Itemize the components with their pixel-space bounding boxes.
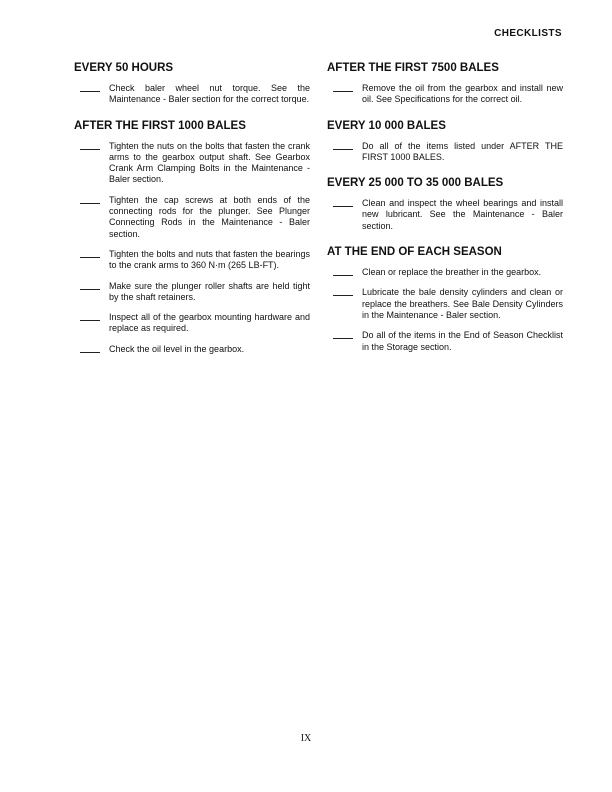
check-blank-line: [333, 91, 353, 92]
check-blank-line: [80, 352, 100, 353]
checklist-item: [327, 141, 563, 164]
checklist-item: [327, 198, 563, 232]
check-blank-line: [333, 206, 353, 207]
page-number: IX: [300, 733, 312, 744]
check-blank-line: [333, 338, 353, 339]
checklist-item: [327, 83, 563, 106]
left-column: [74, 62, 310, 369]
checklist-item: [74, 281, 310, 304]
check-blank-line: [80, 149, 100, 150]
checklist-item-text: Do all of the items listed under AFTER THE FIRST 1000 BALES.: [362, 140, 563, 162]
checklist-item-text: Tighten the bolts and nuts that fasten the bearings to the crank arms to 360 N·m (265 LB-FT).: [109, 248, 310, 271]
section-title: EVERY 25 000 TO 35 000 BALES: [327, 177, 504, 190]
checklist-item: [327, 330, 563, 353]
section-title: AFTER THE FIRST 7500 BALES: [327, 62, 499, 74]
section-title: EVERY 50 HOURS: [74, 62, 174, 74]
checklist-item: [74, 344, 310, 355]
section-title: AT THE END OF EACH SEASON: [327, 246, 502, 259]
checklist-item: [327, 287, 563, 321]
checklist-item: [74, 83, 310, 106]
checklist-item: [74, 195, 310, 240]
section-title: EVERY 10 000 BALES: [327, 119, 446, 132]
check-blank-line: [80, 91, 100, 92]
right-column: [327, 62, 563, 367]
check-blank-line: [80, 320, 100, 321]
checklist-item: [327, 267, 563, 278]
checklist-item-text: Clean or replace the breather in the gearbox.: [362, 267, 542, 278]
checklist-item-text: Do all of the items in the End of Season Checklist in the Storage section.: [362, 330, 563, 352]
section-after-first-7500-bales: [327, 62, 563, 106]
section-every-10000-bales: [327, 120, 563, 164]
check-blank-line: [80, 289, 100, 290]
section-title: AFTER THE FIRST 1000 BALES: [74, 119, 246, 132]
checklist-item-text: Lubricate the bale density cylinders and clean or replace the breathers. See Bale Density Cylinders in the Maintenance - Baler section.: [362, 287, 563, 320]
section-end-of-each-season: [327, 246, 563, 353]
page-header-title: CHECKLISTS: [494, 28, 562, 39]
checklist-item-text: Clean and inspect the wheel bearings and install new lubricant. See the Maintenance - Baler section.: [362, 198, 563, 231]
section-every-25000-to-35000-bales: [327, 177, 563, 232]
check-blank-line: [333, 149, 353, 150]
check-blank-line: [333, 295, 353, 296]
checklist-item-text: Check the oil level in the gearbox.: [109, 343, 245, 354]
checklist-item: [74, 312, 310, 335]
checklist-item-text: Make sure the plunger roller shafts are held tight by the shaft retainers.: [109, 280, 310, 302]
checklist-item-text: Check baler wheel nut torque. See the Maintenance - Baler section for the correct torque.: [109, 83, 310, 105]
section-after-first-1000-bales: [74, 120, 310, 355]
check-blank-line: [80, 203, 100, 204]
section-every-50-hours: [74, 62, 310, 106]
check-blank-line: [333, 275, 353, 276]
checklist-item-text: Tighten the nuts on the bolts that fasten the crank arms to the gearbox output shaft. See Gearbox Crank Arm Clamping Bolts in the Maintenance - Baler section.: [109, 140, 310, 185]
checklist-item-text: Inspect all of the gearbox mounting hardware and replace as required.: [109, 312, 310, 334]
checklist-item-text: Remove the oil from the gearbox and install new oil. See Specifications for the correct oil.: [362, 83, 563, 105]
checklist-item: [74, 141, 310, 186]
checklist-item: [74, 249, 310, 272]
checklist-item-text: Tighten the cap screws at both ends of the connecting rods for the plunger. See Plunger Connecting Rods in the Maintenance - Baler section.: [109, 194, 310, 239]
check-blank-line: [80, 257, 100, 258]
